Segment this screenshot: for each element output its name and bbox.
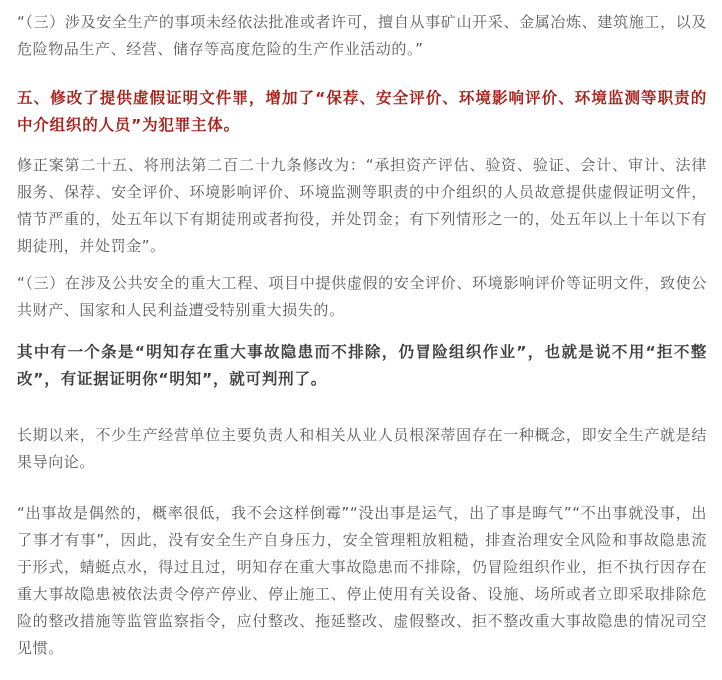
long-term-concept-paragraph: 长期以来，不少生产经营单位主要负责人和相关从业人员根深蒂固存在一种概念，即安全生产就是结果导向论。 — [17, 426, 707, 471]
emphasis-paragraph-knowing-hazard: 其中有一个条是“明知存在重大事故隐患而不排除，仍冒险组织作业”，也就是说不用“拒不整改”，有证据证明你“明知”，就可判刑了。 — [17, 343, 707, 388]
quote-clause-three-mining: “（三）涉及安全生产的事项未经依法批准或者许可，擅自从事矿山开采、金属冶炼、建筑施工，以及危险物品生产、经营、储存等高度危险的生产作业活动的。” — [17, 13, 707, 58]
accident-mindset-paragraph: “出事故是偶然的，概率很低，我不会这样倒霉”“没出事是运气，出了事是晦气”“不出事就没事，出了事才有事”，因此，没有安全生产自身压力，安全管理粗放粗糙，排查治理安全风险和事故隐患流于形式，蜻蜓点水，得过且过，明知存在重大事故隐患而不排除，仍冒险组织作业，拒不执行因存在重大事故隐患被依法责令停产停业、停止施工、停止使用有关设备、设施、场所或者立即采取排除危险的整改措施等监管监察指令，应付整改、拖延整改、虚假整改、拒不整改重大事故隐患的情况司空见惯。 — [17, 504, 707, 657]
section-heading-false-certificate-crime: 五、修改了提供虚假证明文件罪，增加了“保荐、安全评价、环境影响评价、环境监测等职责的中介组织的人员”为犯罪主体。 — [17, 89, 707, 134]
quote-clause-three-public-safety: “（三）在涉及公共安全的重大工程、项目中提供虚假的安全评价、环境影响评价等证明文件，致使公共财产、国家和人民利益遭受特别重大损失的。 — [17, 274, 707, 319]
amendment-article-25-paragraph: 修正案第二十五、将刑法第二百二十九条修改为：“承担资产评估、验资、验证、会计、审计、法律服务、保荐、安全评价、环境影响评价、环境监测等职责的中介组织的人员故意提供虚假证明文件，情节严重的，处五年以下有期徒刑或者拘役，并处罚金；有下列情形之一的，处五年以上十年以下有期徒刑，并处罚金”。 — [17, 156, 707, 255]
